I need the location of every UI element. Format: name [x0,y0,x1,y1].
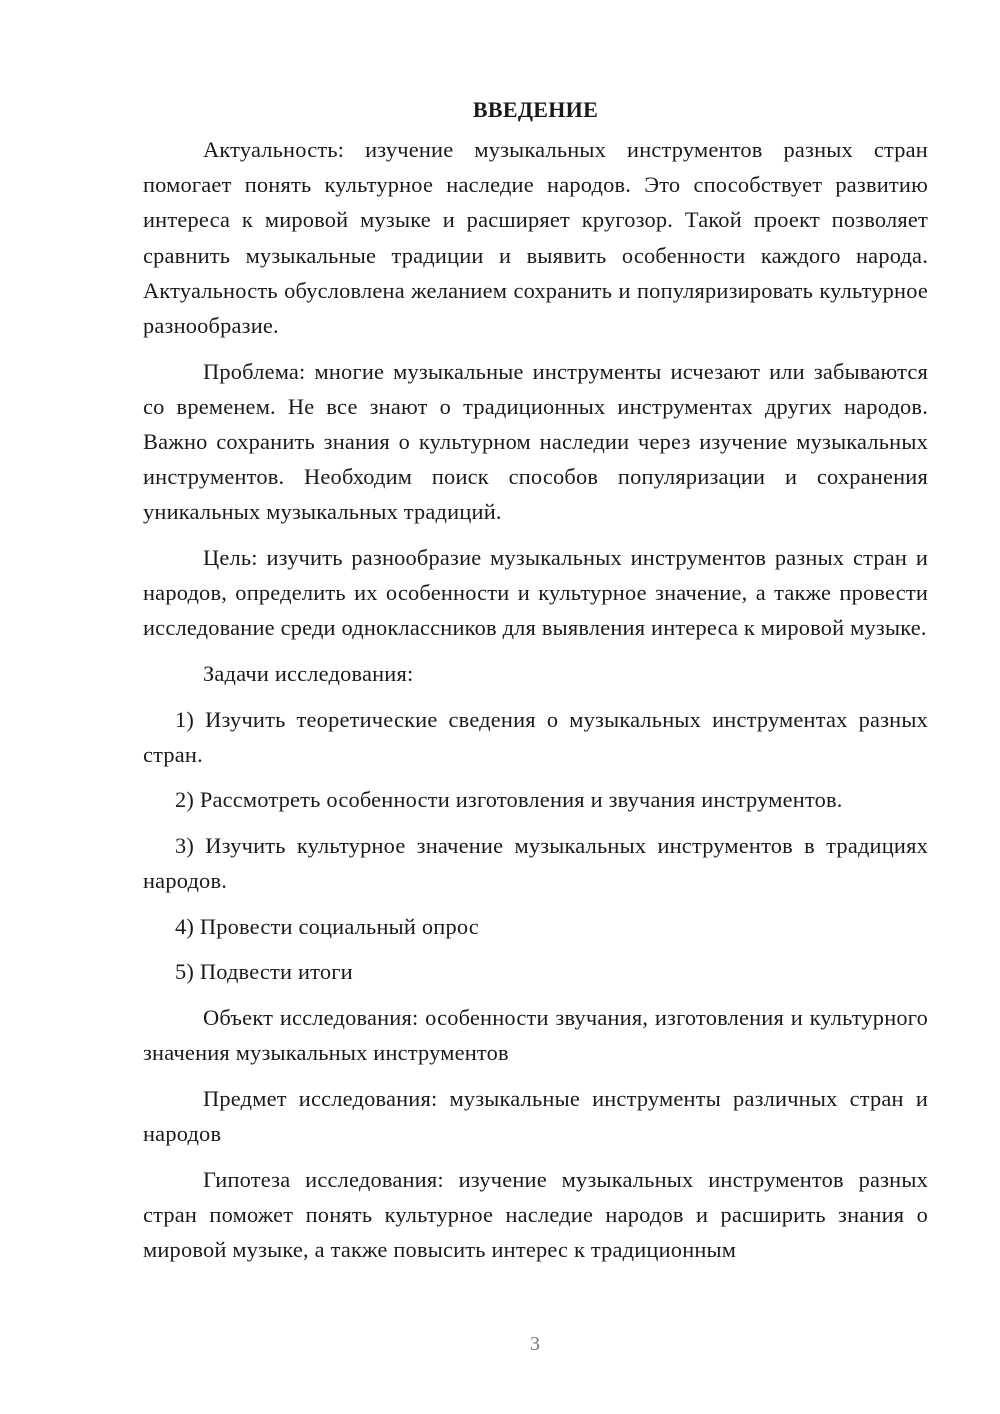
task-item: 1) Изучить теоретические сведения о музыкальных инструментах разных стран. [143,706,928,767]
tasks-title: Задачи исследования: [203,661,414,687]
task-item: 5) Подвести итоги [175,959,353,985]
object-paragraph: Объект исследования: особенности звучания, изготовления и культурного значения музыкальных инструментов [143,1004,928,1066]
task-item: 4) Провести социальный опрос [175,913,479,939]
task-item: 3) Изучить культурное значение музыкальных инструментов в традициях народов. [143,833,928,894]
task-item: 2) Рассмотреть особенности изготовления и звучания инструментов. [175,787,843,813]
tasks-list [143,702,928,990]
page-number: 3 [530,1333,540,1355]
goal-paragraph: Цель: изучить разнообразие музыкальных инструментов разных стран и народов, определить их особенности и культурное значение, а также провести исследование среди одноклассников для выявления интереса к мировой музыке. [143,545,928,641]
subject-paragraph: Предмет исследования: музыкальные инструменты различных стран и народов [143,1085,928,1146]
hypothesis-paragraph: Гипотеза исследования: изучение музыкальных инструментов разных стран поможет понять культурное наследие народов и расширить знания о мировой музыке, а также повысить интерес к традиционным [143,1166,928,1262]
section-heading: ВВЕДЕНИЕ [472,97,599,122]
document-page [143,92,928,1278]
relevance-paragraph: Актуальность: изучение музыкальных инструментов разных стран помогает понять культурное наследие народов. Это способствует развитию интереса к мировой музыке и расширяет кругозор. Такой проект позволяет сравнить музыкальные традиции и выявить особенности каждого народа. Актуальность обусловлена желанием сохранить и популяризировать культурное разнообразие. [143,137,928,339]
problem-paragraph: Проблема: многие музыкальные инструменты исчезают или забываются со временем. Не все знают о традиционных инструментах других народов. Важно сохранить знания о культурном наследии через изучение музыкальных инструментов. Необходим поиск способов популяризации и сохранения уникальных музыкальных традиций. [143,358,928,525]
